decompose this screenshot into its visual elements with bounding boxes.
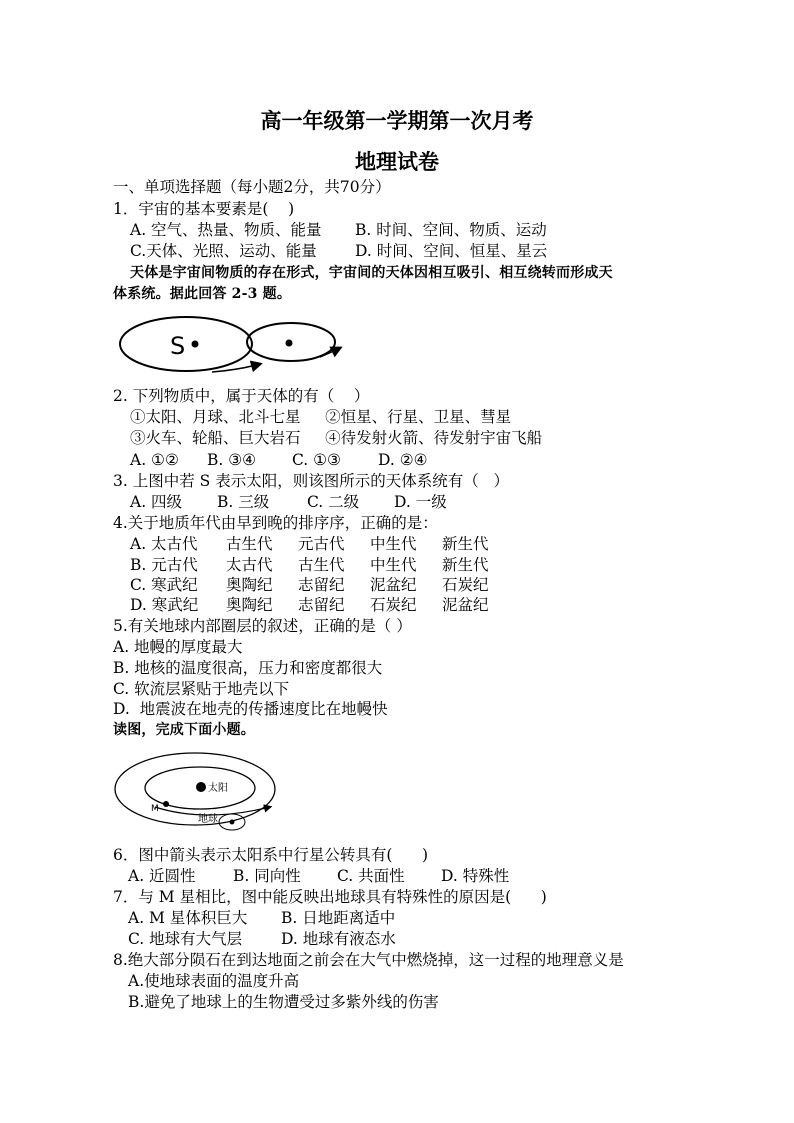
q1-option-d: D. 时间、空间、恒星、星云: [355, 242, 548, 260]
q7-option-c: C. 地球有大气层: [128, 930, 243, 948]
passage1-line2: 体系统。据此回答 2-3 题。: [113, 286, 292, 302]
q3-option-c: C. 二级: [307, 493, 360, 511]
q6-options: [128, 869, 509, 885]
q3-option-b: B. 三级: [217, 493, 270, 511]
q4-row-a: [130, 537, 489, 553]
q2-option-b: B. ③④: [207, 451, 257, 469]
figure2-label-m: M: [151, 804, 159, 814]
q5-option-a: A. 地幔的厚度最大: [113, 638, 243, 656]
passage2: 读图，完成下面小题。: [113, 722, 255, 738]
q8-option-b: B.避免了地球上的生物遭受过多紫外线的伤害: [128, 993, 439, 1011]
q4-c-2: 奥陶纪: [226, 576, 273, 594]
q8-stem: 8.绝大部分陨石在到达地面之前会在大气中燃烧掉，这一过程的地理意义是: [113, 951, 624, 969]
q4-c-5: 石炭纪: [442, 576, 489, 594]
q1-stem: 1．宇宙的基本要素是( ): [113, 200, 295, 218]
q3-option-d: D. 一级: [394, 493, 447, 511]
q6-option-c: C. 共面性: [337, 867, 405, 885]
q4-d-5: 泥盆纪: [442, 596, 489, 614]
q6-option-d: D. 特殊性: [441, 867, 510, 885]
q2-choice-row1: ①太阳、月球、北斗七星 ②恒星、行星、卫星、彗星: [130, 408, 512, 426]
q6-stem: 6．图中箭头表示太阳系中行星公转具有( ): [113, 846, 429, 864]
q3-stem: 3. 上图中若 S 表示太阳，则该图所示的天体系统有（ ）: [113, 472, 509, 490]
q5-option-c: C. 软流层紧贴于地壳以下: [113, 680, 290, 698]
earth-dot: [230, 820, 235, 825]
q1-option-c: C.天体、光照、运动、能量: [130, 242, 317, 260]
large-orbit-ellipse: [120, 317, 252, 371]
q4-c-4: 泥盆纪: [370, 576, 417, 594]
q4-d-4: 石炭纪: [370, 596, 417, 614]
q4-c-1: C. 寒武纪: [130, 576, 198, 594]
q7-stem: 7．与 M 星相比，图中能反映出地球具有特殊性的原因是( ): [113, 888, 547, 906]
q4-a-2: 古生代: [226, 535, 273, 553]
q1-option-b: B. 时间、空间、物质、运动: [355, 221, 547, 239]
q2-option-d: D. ②④: [378, 451, 428, 469]
section-heading: 一、单项选择题（每小题2分，共70分）: [113, 178, 391, 196]
m-planet-dot: [163, 801, 169, 807]
planet-dot: [286, 340, 293, 347]
q5-stem: 5.有关地球内部圈层的叙述，正确的是（ ）: [113, 617, 412, 635]
q4-d-3: 志留纪: [298, 596, 345, 614]
q4-b-2: 太古代: [226, 556, 273, 574]
q6-option-b: B. 同向性: [233, 867, 301, 885]
q2-options: [130, 453, 428, 469]
q4-b-3: 古生代: [298, 556, 345, 574]
q4-b-1: B. 元古代: [130, 556, 198, 574]
q4-row-b: [130, 558, 489, 574]
passage1-line1: 天体是宇宙间物质的存在形式，宇宙间的天体因相互吸引、相互绕转而形成天: [130, 265, 613, 281]
figure1-label-s: S: [170, 332, 186, 360]
q3-options: [130, 495, 447, 511]
q4-d-2: 奥陶纪: [226, 596, 273, 614]
q8-option-a: A.使地球表面的温度升高: [128, 972, 300, 990]
exam-title: 高一年级第一学期第一次月考: [260, 108, 534, 133]
exam-subtitle: 地理试卷: [355, 149, 439, 174]
figure-solar-orbits: [110, 747, 285, 837]
sun-dot: [196, 782, 206, 792]
q4-a-1: A. 太古代: [130, 535, 198, 553]
q4-d-1: D. 寒武纪: [130, 596, 199, 614]
q2-choice-row2: ③火车、轮船、巨大岩石 ④待发射火箭、待发射宇宙飞船: [130, 429, 543, 447]
small-orbit-arrow: [320, 348, 340, 357]
q2-stem: 2. 下列物质中，属于天体的有（ ）: [113, 387, 370, 405]
q7-option-a: A. M 星体积巨大: [128, 909, 248, 927]
q2-option-c: C. ①③: [292, 451, 341, 469]
q3-option-a: A. 四级: [130, 493, 183, 511]
q4-stem: 4.关于地质年代由早到晚的排序序，正确的是：: [113, 514, 438, 532]
sun-dot: [192, 341, 199, 348]
q4-row-d: [130, 598, 489, 614]
q1-option-a: A. 空气、热量、物质、能量: [130, 221, 322, 239]
q2-option-a: A. ①②: [130, 451, 179, 469]
q4-a-5: 新生代: [442, 535, 489, 553]
q4-a-4: 中生代: [370, 535, 417, 553]
q4-row-c: [130, 578, 489, 594]
q4-b-5: 新生代: [442, 556, 489, 574]
figure2-label-earth: 地球: [198, 814, 218, 825]
q7-option-b: B. 日地距离适中: [281, 909, 396, 927]
q4-c-3: 志留纪: [298, 576, 345, 594]
q4-b-4: 中生代: [370, 556, 417, 574]
q4-a-3: 元古代: [298, 535, 345, 553]
q5-option-b: B. 地核的温度很高，压力和密度都很大: [113, 659, 383, 677]
q5-option-d: D. 地震波在地壳的传播速度比在地幔快: [113, 700, 388, 718]
q6-option-a: A. 近圆性: [128, 867, 196, 885]
figure2-label-sun: 太阳: [208, 783, 228, 794]
figure-celestial-system: [110, 312, 350, 378]
q7-option-d: D. 地球有液态水: [281, 930, 396, 948]
